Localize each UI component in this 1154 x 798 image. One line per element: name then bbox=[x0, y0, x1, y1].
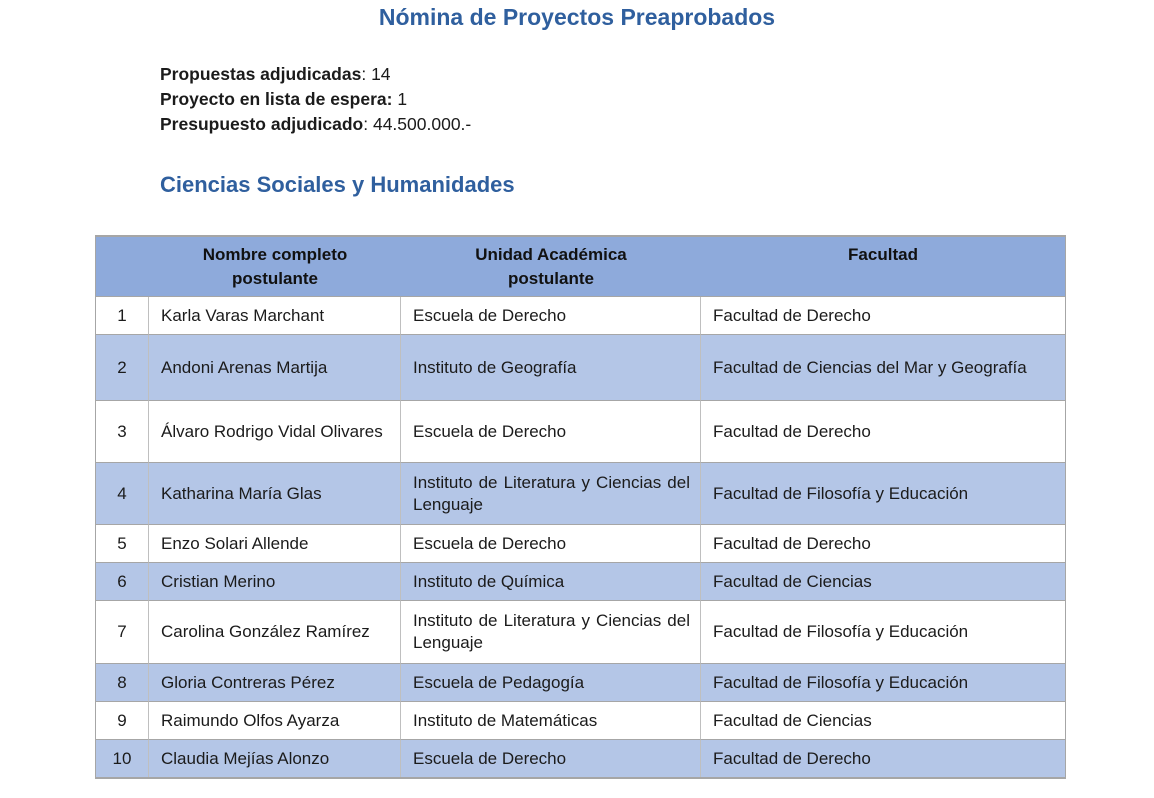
row-faculty-cell: Facultad de Ciencias bbox=[701, 563, 1065, 601]
row-unit-cell: Instituto de Química bbox=[401, 563, 701, 601]
header-line: postulante bbox=[508, 269, 594, 288]
table-row bbox=[96, 335, 1065, 401]
summary-separator: : bbox=[363, 114, 373, 134]
row-name-cell: Álvaro Rodrigo Vidal Olivares bbox=[149, 401, 401, 463]
section-heading: Ciencias Sociales y Humanidades bbox=[160, 172, 515, 197]
row-unit-cell: Escuela de Derecho bbox=[401, 297, 701, 335]
table-header bbox=[96, 237, 1065, 297]
header-line: postulante bbox=[232, 269, 318, 288]
header-cell-name bbox=[149, 237, 401, 297]
table-row bbox=[96, 297, 1065, 335]
row-faculty-cell: Facultad de Ciencias del Mar y Geografía bbox=[701, 335, 1065, 401]
summary-separator: : bbox=[361, 64, 372, 84]
row-unit-cell: Escuela de Pedagogía bbox=[401, 664, 701, 702]
row-name-cell: Raimundo Olfos Ayarza bbox=[149, 702, 401, 740]
row-unit-cell: Instituto de Literatura y Ciencias del Lenguaje bbox=[401, 601, 701, 664]
row-name-cell: Carolina González Ramírez bbox=[149, 601, 401, 664]
summary-line-propuestas bbox=[160, 62, 1154, 87]
row-name-cell: Enzo Solari Allende bbox=[149, 525, 401, 563]
row-number-cell: 1 bbox=[96, 297, 149, 335]
summary-value: 14 bbox=[371, 64, 391, 84]
table-row bbox=[96, 740, 1065, 777]
row-faculty-cell: Facultad de Ciencias bbox=[701, 702, 1065, 740]
projects-table bbox=[95, 235, 1066, 779]
row-number-cell: 10 bbox=[96, 740, 149, 777]
row-number-cell: 8 bbox=[96, 664, 149, 702]
table-row bbox=[96, 463, 1065, 525]
header-cell-unit bbox=[401, 237, 701, 297]
header-line: Facultad bbox=[848, 245, 918, 264]
header-line: Unidad Académica bbox=[475, 245, 627, 264]
row-faculty-cell: Facultad de Filosofía y Educación bbox=[701, 463, 1065, 525]
row-name-cell: Cristian Merino bbox=[149, 563, 401, 601]
row-number-cell: 5 bbox=[96, 525, 149, 563]
summary-label: Propuestas adjudicadas bbox=[160, 64, 362, 84]
row-faculty-cell: Facultad de Derecho bbox=[701, 740, 1065, 777]
header-cell-number bbox=[96, 237, 149, 297]
row-unit-cell: Escuela de Derecho bbox=[401, 525, 701, 563]
row-number-cell: 4 bbox=[96, 463, 149, 525]
summary-value: 1 bbox=[397, 89, 408, 109]
table-row bbox=[96, 601, 1065, 664]
table-row bbox=[96, 702, 1065, 740]
row-number-cell: 9 bbox=[96, 702, 149, 740]
row-name-cell: Andoni Arenas Martija bbox=[149, 335, 401, 401]
page-title: Nómina de Proyectos Preaprobados bbox=[378, 4, 776, 30]
row-unit-cell: Escuela de Derecho bbox=[401, 740, 701, 777]
row-number-cell: 6 bbox=[96, 563, 149, 601]
row-name-cell: Katharina María Glas bbox=[149, 463, 401, 525]
summary-label: Presupuesto adjudicado bbox=[160, 114, 364, 134]
row-number-cell: 3 bbox=[96, 401, 149, 463]
row-faculty-cell: Facultad de Derecho bbox=[701, 401, 1065, 463]
row-unit-cell: Instituto de Matemáticas bbox=[401, 702, 701, 740]
row-faculty-cell: Facultad de Derecho bbox=[701, 525, 1065, 563]
row-name-cell: Gloria Contreras Pérez bbox=[149, 664, 401, 702]
row-number-cell: 7 bbox=[96, 601, 149, 664]
summary-line-presupuesto bbox=[160, 112, 1154, 137]
header-line: Nombre completo bbox=[202, 245, 348, 264]
table-row bbox=[96, 563, 1065, 601]
summary-block bbox=[160, 62, 1154, 137]
table-row bbox=[96, 664, 1065, 702]
table-body bbox=[96, 297, 1065, 777]
row-faculty-cell: Facultad de Filosofía y Educación bbox=[701, 664, 1065, 702]
row-faculty-cell: Facultad de Filosofía y Educación bbox=[701, 601, 1065, 664]
row-unit-cell: Instituto de Literatura y Ciencias del Lenguaje bbox=[401, 463, 701, 525]
table-row bbox=[96, 401, 1065, 463]
row-unit-cell: Instituto de Geografía bbox=[401, 335, 701, 401]
header-row bbox=[96, 237, 1065, 297]
row-name-cell: Claudia Mejías Alonzo bbox=[149, 740, 401, 777]
row-name-cell: Karla Varas Marchant bbox=[149, 297, 401, 335]
row-unit-cell: Escuela de Derecho bbox=[401, 401, 701, 463]
table-row bbox=[96, 525, 1065, 563]
summary-line-lista-espera bbox=[160, 87, 1154, 112]
row-faculty-cell: Facultad de Derecho bbox=[701, 297, 1065, 335]
row-number-cell: 2 bbox=[96, 335, 149, 401]
header-cell-faculty bbox=[701, 237, 1065, 297]
summary-value: 44.500.000.- bbox=[372, 114, 472, 134]
summary-label: Proyecto en lista de espera: bbox=[160, 89, 393, 109]
